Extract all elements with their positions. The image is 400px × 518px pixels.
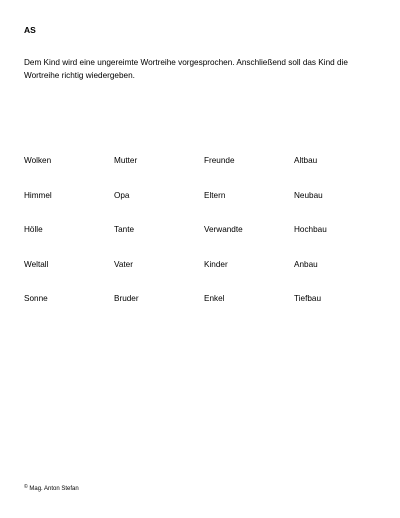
- word-row: [24, 190, 384, 225]
- word-item: Bruder: [114, 294, 139, 303]
- word-item: Eltern: [204, 190, 226, 200]
- word-grid: [24, 155, 384, 328]
- word-item: Altbau: [294, 156, 318, 165]
- word-item: Hölle: [24, 225, 43, 234]
- word-item: Vater: [114, 259, 133, 269]
- word-row: [24, 259, 384, 294]
- word-item: Tante: [114, 225, 135, 234]
- word-item: Neubau: [294, 190, 323, 200]
- word-item: Himmel: [24, 190, 52, 200]
- word-row: [24, 224, 384, 259]
- word-item: Opa: [114, 190, 130, 200]
- word-item: Hochbau: [294, 225, 327, 234]
- document-heading: AS: [24, 25, 36, 35]
- word-item: Weltall: [24, 259, 49, 269]
- instruction-text: Dem Kind wird eine ungereimte Wortreihe vorgesprochen. Anschließend soll das Kind die Wortreihe richtig wiedergeben.: [24, 58, 348, 80]
- word-item: Enkel: [204, 294, 225, 303]
- word-row: [24, 155, 384, 190]
- word-item: Tiefbau: [294, 294, 322, 303]
- word-item: Freunde: [204, 156, 235, 165]
- copyright-symbol: ©: [24, 484, 28, 490]
- word-item: Verwandte: [204, 225, 243, 234]
- footer-credit: [24, 483, 79, 493]
- word-item: Sonne: [24, 294, 48, 303]
- author-name: Mag. Anton Stefan: [29, 486, 79, 492]
- word-item: Mutter: [114, 156, 138, 165]
- word-row: [24, 293, 384, 328]
- word-item: Anbau: [294, 259, 318, 269]
- word-item: Kinder: [204, 259, 228, 269]
- word-item: Wolken: [24, 156, 52, 165]
